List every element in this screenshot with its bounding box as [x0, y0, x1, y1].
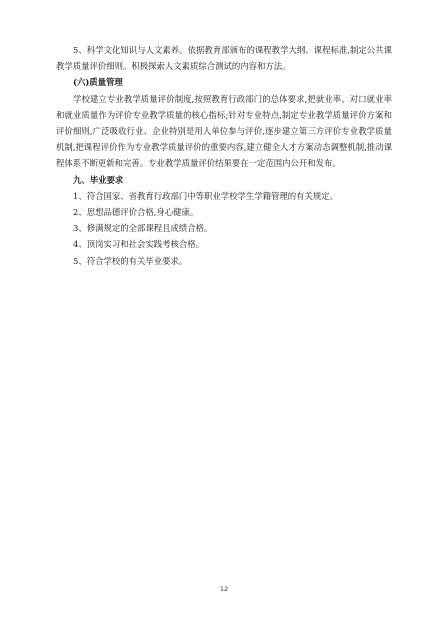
requirement-item: 2、思想品德评价合格,身心健康。 — [73, 207, 199, 218]
paragraph-humanities: 5、科学文化知识与人文素养。依据教育部颁布的课程教学大纲、课程标准,制定公共课教学质量评价细则。积极探索人文素质综合测试的内容和方法。 — [56, 45, 392, 72]
requirement-item: 1、符合国家、省教育行政部门中等职业学校学生学籍管理的有关规定。 — [73, 190, 338, 201]
section-title-quality-management: (六)质量管理 — [73, 77, 123, 88]
paragraph-quality-management: 学校建立专业教学质量评价制度,按照教育行政部门的总体要求,把就业率、对口就业率和就业质量作为评价专业教学质量的核心指标;针对专业特点,制定专业教学质量评价方案和评价细则,广泛吸收行业、企业特别是用人单位参与评价,逐步建立第三方评价专业教学质量机制,把课程评价作为专业教学质量评价的重要内容,建立健全人才方案动态调整机制,推动课程体系不断更新和完善。专业教学质量评价结果要在一定范围内公开和发布。 — [56, 93, 392, 169]
page-content — [56, 42, 392, 269]
requirement-item: 3、修满规定的全部课程且成绩合格。 — [73, 223, 213, 234]
section-title-graduation-requirements: 九、毕业要求 — [73, 174, 124, 185]
requirement-item: 5、符合学校的有关毕业要求。 — [73, 255, 188, 266]
page-number: 12 — [219, 585, 229, 593]
requirement-item: 4、顶岗实习和社会实践考核合格。 — [73, 239, 204, 250]
